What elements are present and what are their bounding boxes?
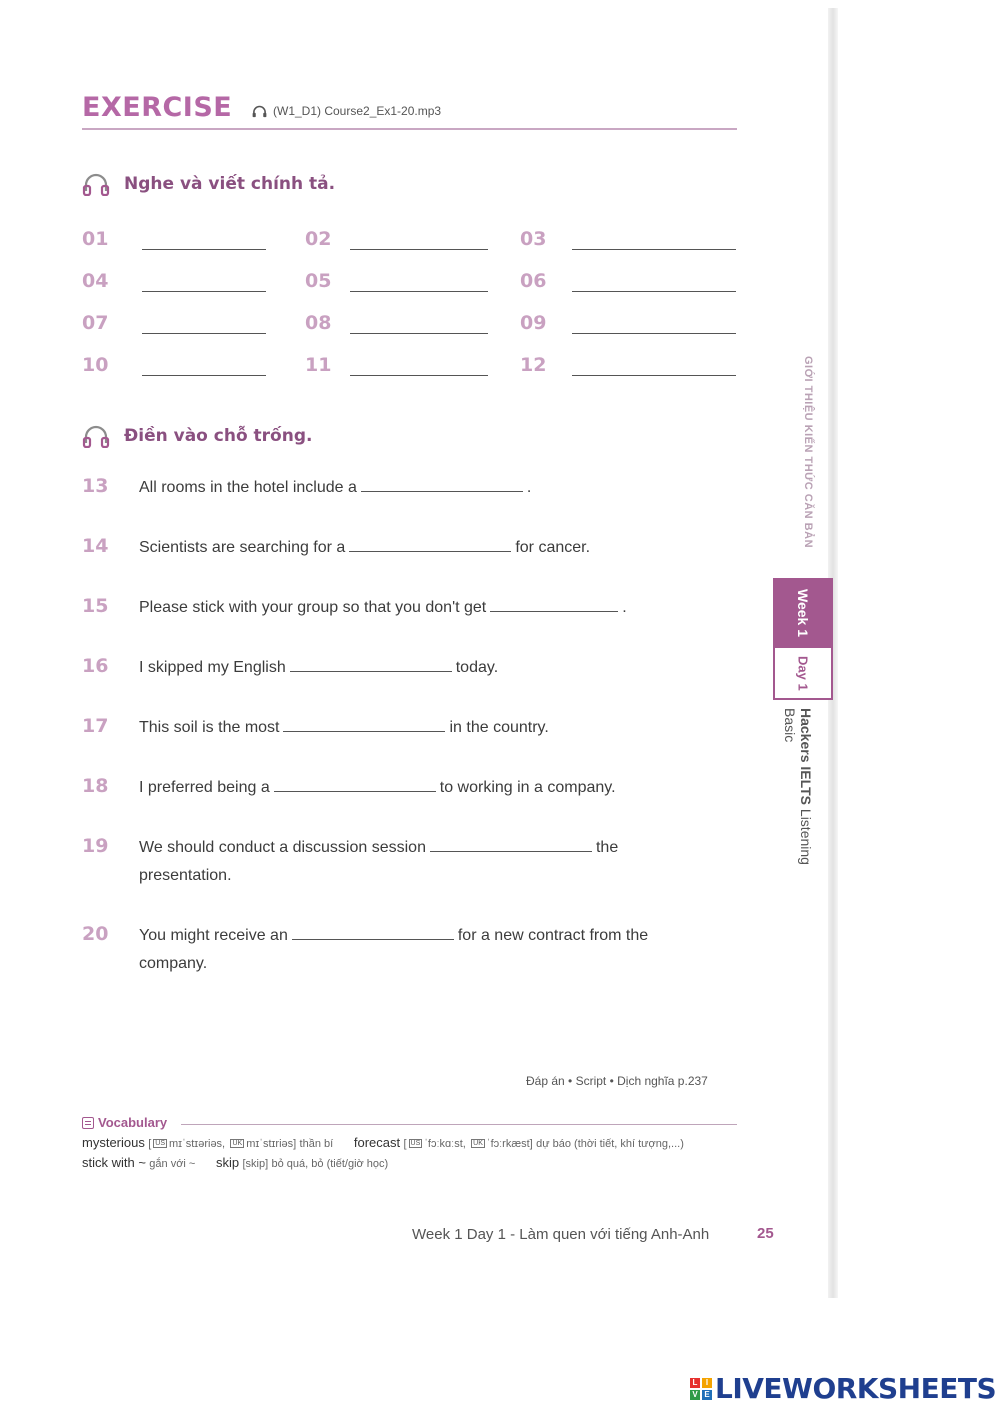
logo-letter: I xyxy=(702,1378,712,1388)
item-number: 20 xyxy=(82,923,109,945)
answer-blank[interactable] xyxy=(350,274,488,292)
question-sentence xyxy=(139,834,674,890)
question-sentence xyxy=(139,714,674,742)
us-badge: US xyxy=(410,1140,421,1148)
item-number: 10 xyxy=(82,354,109,376)
item-number: 08 xyxy=(305,312,332,334)
dictation-item xyxy=(305,354,488,376)
vocab-word: mysterious xyxy=(82,1135,145,1150)
answer-blank[interactable] xyxy=(361,476,523,492)
answer-blank[interactable] xyxy=(430,836,592,852)
answer-blank[interactable] xyxy=(572,232,736,250)
question-sentence xyxy=(139,594,674,622)
dictation-item xyxy=(82,228,266,250)
question-item xyxy=(82,654,682,682)
week-tab xyxy=(773,578,833,648)
vocab-word: stick with ~ xyxy=(82,1155,146,1170)
vocabulary-title: Vocabulary xyxy=(98,1115,168,1130)
dictation-item xyxy=(82,270,266,292)
sentence-end: for cancer. xyxy=(515,539,591,556)
question-item xyxy=(82,474,682,502)
fill-in-heading-text: Điền vào chỗ trống. xyxy=(124,426,313,446)
logo-letter: E xyxy=(702,1390,712,1400)
vocab-meaning: bỏ quá, bỏ (tiết/giờ học) xyxy=(271,1158,389,1170)
question-item xyxy=(82,834,682,890)
day-tab-label: Day 1 xyxy=(795,655,811,691)
sentence-start: All rooms in the hotel include a xyxy=(139,479,357,496)
notebook-icon xyxy=(82,1117,94,1129)
dictation-item xyxy=(305,270,488,292)
us-badge: US xyxy=(155,1140,165,1148)
sentence-end: today. xyxy=(455,659,499,676)
answer-blank[interactable] xyxy=(572,316,736,334)
question-item xyxy=(82,714,682,742)
sentence-start: We should conduct a discussion session xyxy=(139,839,426,856)
item-number: 18 xyxy=(82,775,109,797)
question-item xyxy=(82,594,682,622)
vocab-word: skip xyxy=(216,1155,240,1170)
audio-reference xyxy=(252,104,441,118)
dictation-item xyxy=(82,312,266,334)
ipa: ˈfɔːkɑːst, xyxy=(424,1138,466,1150)
dictation-item xyxy=(520,228,736,250)
dictation-item xyxy=(305,228,488,250)
item-number: 16 xyxy=(82,655,109,677)
answer-blank[interactable] xyxy=(283,716,445,732)
question-sentence xyxy=(139,654,674,682)
answer-blank[interactable] xyxy=(142,274,266,292)
sentence-end: . xyxy=(622,599,627,616)
question-sentence xyxy=(139,534,674,562)
dictation-item xyxy=(305,312,488,334)
sentence-end: in the country. xyxy=(449,719,549,736)
answer-blank[interactable] xyxy=(350,358,488,376)
dictation-item xyxy=(520,312,736,334)
item-number: 19 xyxy=(82,835,109,857)
question-item xyxy=(82,774,682,802)
logo-letter: L xyxy=(690,1378,700,1388)
answer-blank[interactable] xyxy=(350,232,488,250)
question-sentence xyxy=(139,922,674,978)
dictation-item xyxy=(520,354,736,376)
brand-name: LIVEWORKSHEETS xyxy=(715,1372,997,1405)
headphones-icon xyxy=(82,172,110,196)
item-number: 05 xyxy=(305,270,332,292)
item-number: 15 xyxy=(82,595,109,617)
vocab-word: forecast xyxy=(353,1135,401,1150)
audio-file-name: (W1_D1) Course2_Ex1-20.mp3 xyxy=(273,104,442,118)
item-number: 17 xyxy=(82,715,109,737)
vocab-meaning: thần bí xyxy=(299,1138,334,1150)
item-number: 13 xyxy=(82,475,109,497)
ipa: mɪˈstɪriəs] xyxy=(246,1138,297,1150)
answer-blank[interactable] xyxy=(292,924,454,940)
divider xyxy=(181,1124,737,1125)
headphones-icon xyxy=(252,105,267,118)
item-number: 06 xyxy=(520,270,547,292)
sentence-end: . xyxy=(526,479,532,496)
answer-reference: Đáp án • Script • Dịch nghĩa p.237 xyxy=(526,1074,708,1088)
answer-blank[interactable] xyxy=(274,776,436,792)
answer-blank[interactable] xyxy=(490,596,618,612)
item-number: 07 xyxy=(82,312,109,334)
item-number: 12 xyxy=(520,354,547,376)
book-title xyxy=(782,708,814,888)
dictation-item xyxy=(82,354,266,376)
vocabulary-box xyxy=(82,1115,737,1170)
answer-blank[interactable] xyxy=(350,316,488,334)
answer-blank[interactable] xyxy=(572,274,736,292)
vocab-meaning: gắn với ~ xyxy=(149,1158,196,1170)
dictation-item xyxy=(520,270,736,292)
section-label: GIỚI THIỆU KIẾN THỨC CĂN BẢN xyxy=(802,356,814,549)
uk-badge: UK xyxy=(232,1140,243,1148)
item-number: 09 xyxy=(520,312,547,334)
answer-blank[interactable] xyxy=(290,656,452,672)
book-title-rest: Listening Basic xyxy=(782,708,814,865)
uk-badge: UK xyxy=(473,1140,483,1148)
day-tab xyxy=(773,648,833,700)
vocabulary-line xyxy=(82,1155,737,1170)
sentence-start: I skipped my English xyxy=(139,659,286,676)
item-number: 02 xyxy=(305,228,332,250)
item-number: 14 xyxy=(82,535,109,557)
sentence-end: for a new contract from the company. xyxy=(139,927,649,972)
dictation-heading-text: Nghe và viết chính tả. xyxy=(124,174,336,194)
headphones-icon xyxy=(82,424,110,448)
fill-in-heading xyxy=(82,424,312,448)
sentence-start: Please stick with your group so that you don't get xyxy=(139,599,487,616)
answer-blank[interactable] xyxy=(572,358,736,376)
logo-icon xyxy=(690,1378,712,1400)
answer-blank[interactable] xyxy=(349,536,511,552)
sentence-start: I preferred being a xyxy=(139,779,270,796)
answer-blank[interactable] xyxy=(142,316,266,334)
answer-blank[interactable] xyxy=(142,358,266,376)
vocabulary-header xyxy=(82,1115,737,1130)
ipa: mɪˈstɪəriəs, xyxy=(169,1138,226,1150)
item-number: 11 xyxy=(305,354,332,376)
book-title-bold: Hackers IELTS xyxy=(798,708,814,806)
week-tab-label: Week 1 xyxy=(795,589,811,637)
sentence-end: the presentation. xyxy=(139,839,619,884)
dictation-heading xyxy=(82,172,335,196)
vocabulary-line: mysterious [ US mɪˈstɪəriəs, UK mɪˈstɪriəs] thần bí forecast [ US ˈfɔːkɑːst, UK ˈfɔːrkæst] dự báo (thời tiết, khí tượng,...) xyxy=(82,1135,684,1150)
logo-letter: V xyxy=(690,1390,700,1400)
sentence-start: This soil is the most xyxy=(139,719,280,736)
item-number: 03 xyxy=(520,228,547,250)
page-number: 25 xyxy=(757,1225,774,1242)
question-item xyxy=(82,534,682,562)
ipa: ˈfɔːrkæst] xyxy=(486,1138,533,1150)
page-footer: Week 1 Day 1 - Làm quen với tiếng Anh-Anh xyxy=(412,1226,710,1243)
question-item xyxy=(82,922,682,978)
question-sentence xyxy=(139,774,674,802)
ipa: [skip] xyxy=(242,1158,269,1170)
liveworksheets-logo xyxy=(690,1372,996,1405)
exercise-header xyxy=(82,90,737,130)
sentence-end: to working in a company. xyxy=(439,779,616,796)
item-number: 04 xyxy=(82,270,109,292)
question-sentence xyxy=(139,474,674,502)
sentence-start: You might receive an xyxy=(139,927,288,944)
sentence-start: Scientists are searching for a xyxy=(139,539,346,556)
exercise-title: EXERCISE xyxy=(82,92,233,123)
item-number: 01 xyxy=(82,228,109,250)
answer-blank[interactable] xyxy=(142,232,266,250)
vocab-meaning: dự báo (thời tiết, khí tượng,...) xyxy=(536,1138,684,1150)
